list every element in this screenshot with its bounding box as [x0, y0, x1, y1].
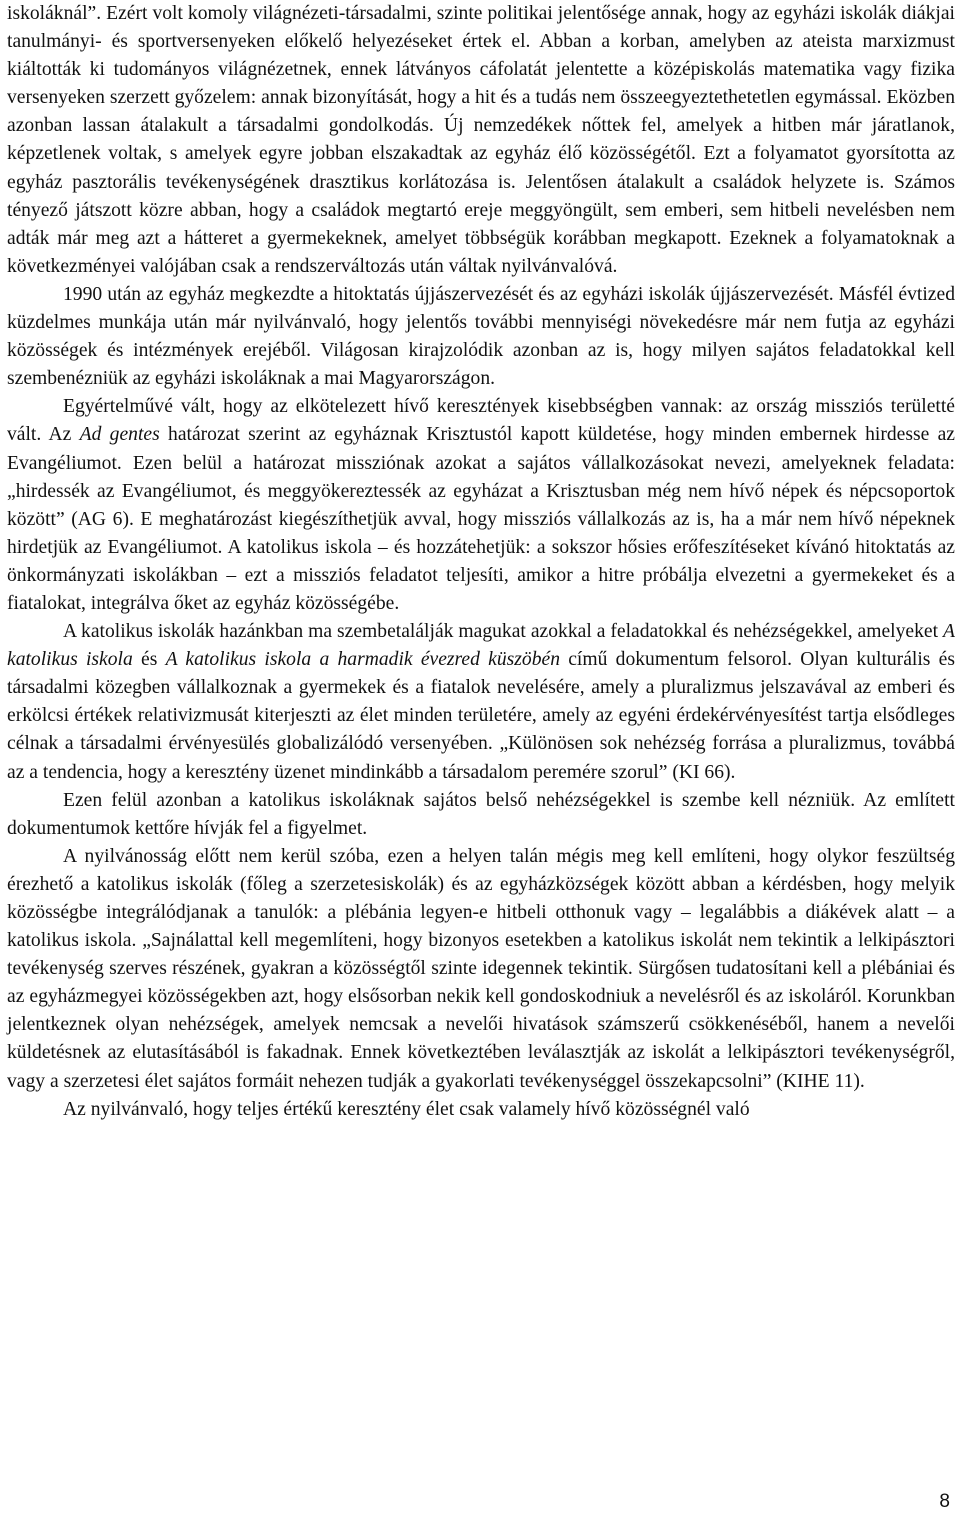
paragraph-text: iskoláknál”. Ezért volt komoly világnézeti-társadalmi, szinte politikai jelentősége annak, hogy az egyházi iskolák diákjai tanulmányi- és sportversenyeken előkelő helyezéseket értek el. Abban a korban, amelyben az ateista marxizmust kiáltották ki tudományos világnézetnek, ennek látványos cáfolatát jelentette a középiskolás matematika vagy fizika versenyeken szerzett győzelem: annak bizonyítását, hogy a hit és a tudás nem összeegyeztethetetlen egymással. Eközben azonban lassan átalakult a társadalmi gondolkodás. Új nemzedékek nőttek fel, amelyek a hitben már járatlanok, képzetlenek voltak, s amelyek egyre jobban elszakadtak az egyház élő közösségétől. Ezt a folyamatot gyorsította az egyház pasztorális tevékenységének drasztikus korlátozása is. Jelentősen átalakult a családok helyzete is. Számos tényező játszott közre abban, hogy a családok megtartó ereje meggyöngült, sem emberi, sem hitbeli nevelésben nem adták már meg azt a hátteret a gyermekeknek, amelyet többségük korábban megkapott. Ezeknek a folyamatoknak a következményei valójában csak a rendszerváltozás után váltak nyilvánvalóvá.	[7, 3, 955, 277]
paragraph-text: Egyértelművé vált, hogy az elkötelezett hívő keresztények kisebbségben vannak: az ország missziós területté vált. Az	[7, 396, 955, 446]
paragraph-text: Ezen felül azonban a katolikus iskoláknak sajátos belső nehézségekkel is szembe kell nézniük. Az említett dokumentumok kettőre hívják fel a figyelmet.	[7, 789, 955, 839]
paragraph-text: című dokumentum felsorol. Olyan kulturális és társadalmi közegben vállalkoznak a gyermekek és a fiatalok nevelésére, amely a pluralizmus jelszavával az emberi és erkölcsi értékek relativizmusát kiterjeszti az élet minden területére, amely az egyéni érdekérvényesítést tartja elsődleges célnak a társadalmi érvényesülés globalizálódó versenyében. „Különösen sok nehézség forrása a pluralizmus, továbbá az a tendencia, hogy a keresztény üzenet mindinkább a társadalom peremére szorul” (KI 66).	[7, 649, 955, 783]
paragraph-5	[7, 787, 955, 843]
paragraph-text: határozat szerint az egyháznak Krisztustól kapott küldetése, hogy minden embernek hirdesse az Evangéliumot. Ezen belül a határozat missziónak azokat a sajátos vállalkozásokat nevezi, amelyeknek feladata: „hirdessék az Evangéliumot, és meggyökereztessék az egyházat a Krisztusban még nem hívő népek és népcsoportok között” (AG 6). E meghatározást kiegészíthetjük avval, hogy missziós vállalkozás az is, ha a már nem hívő népeknek hirdetjük az Evangéliumot. A katolikus iskola – és hozzátehetjük: a sokszor hősies erőfeszítéseket kívánó hitoktatás az önkormányzati iskolákban – ezt a missziós feladatot teljesíti, amikor a hitre próbálja elvezetni a gyermekeket és a fiatalokat, integrálva őket az egyház közösségébe.	[7, 424, 955, 614]
italic-title-text: Ad gentes	[79, 424, 160, 446]
paragraph-text: A katolikus iskolák hazánkban ma szembetalálják magukat azokkal a feladatokkal és nehézségekkel, amelyeket	[63, 621, 944, 643]
page-number: 8	[939, 1491, 950, 1512]
paragraph-2	[7, 281, 955, 393]
document-page	[7, 0, 955, 1124]
paragraph-text: és	[132, 649, 166, 671]
document-body	[7, 0, 955, 1124]
paragraph-text: A nyilvánosság előtt nem kerül szóba, ezen a helyen talán mégis meg kell említeni, hogy olykor feszültség érezhető a katolikus iskolák (főleg a szerzetesiskolák) és az egyházközségek között abban a kérdésben, hogy melyik közösségbe integrálódjanak a tanulók: a plébánia legyen-e hitbeli otthonuk vagy – legalábbis a diákévek alatt – a katolikus iskola. „Sajnálattal kell megemlíteni, hogy bizonyos esetekben a katolikus iskolát nem tekintik a lelkipásztori tevékenység szerves részének, gyakran a közösségtől szinte idegennek tekintik. Sürgősen tudatosítani kell a plébániai és az egyházmegyei közösségekben azt, hogy elsősorban nekik kell gondoskodniuk a nevelésről és az iskoláról. Korunkban jelentkeznek olyan nehézségek, amelyek nemcsak a nevelői hivatások számszerű csökkenéséből, hanem a nevelői küldetésnek az elutasításából is fakadnak. Ennek következtében leválasztják az iskolát a lelkipásztori tevékenységről, vagy a szerzetesi élet sajátos formáit nehezen tudják a gyakorlati tevékenységgel összekapcsolni” (KIHE 11).	[7, 845, 955, 1092]
paragraph-6	[7, 843, 955, 1096]
paragraph-text: 1990 után az egyház megkezdte a hitoktatás újjászervezését és az egyházi iskolák újjászervezését. Másfél évtized küzdelmes munkája után már nyilvánvaló, hogy jelentős további mennyiségi növekedésre már nem futja az egyházi közösségek és intézmények erejéből. Világosan kirajzolódik azonban az is, hogy milyen sajátos feladatokkal kell szembenézniük az egyházi iskoláknak a mai Magyarországon.	[7, 283, 955, 390]
paragraph-3	[7, 393, 955, 618]
paragraph-1	[7, 0, 955, 281]
paragraph-7	[7, 1096, 955, 1124]
paragraph-text: Az nyilvánvaló, hogy teljes értékű keresztény élet csak valamely hívő közösségnél való	[63, 1098, 750, 1120]
italic-title-text: A katolikus iskola	[7, 621, 955, 671]
italic-title-text: A katolikus iskola a harmadik évezred küszöbén	[165, 649, 560, 671]
paragraph-4	[7, 618, 955, 787]
